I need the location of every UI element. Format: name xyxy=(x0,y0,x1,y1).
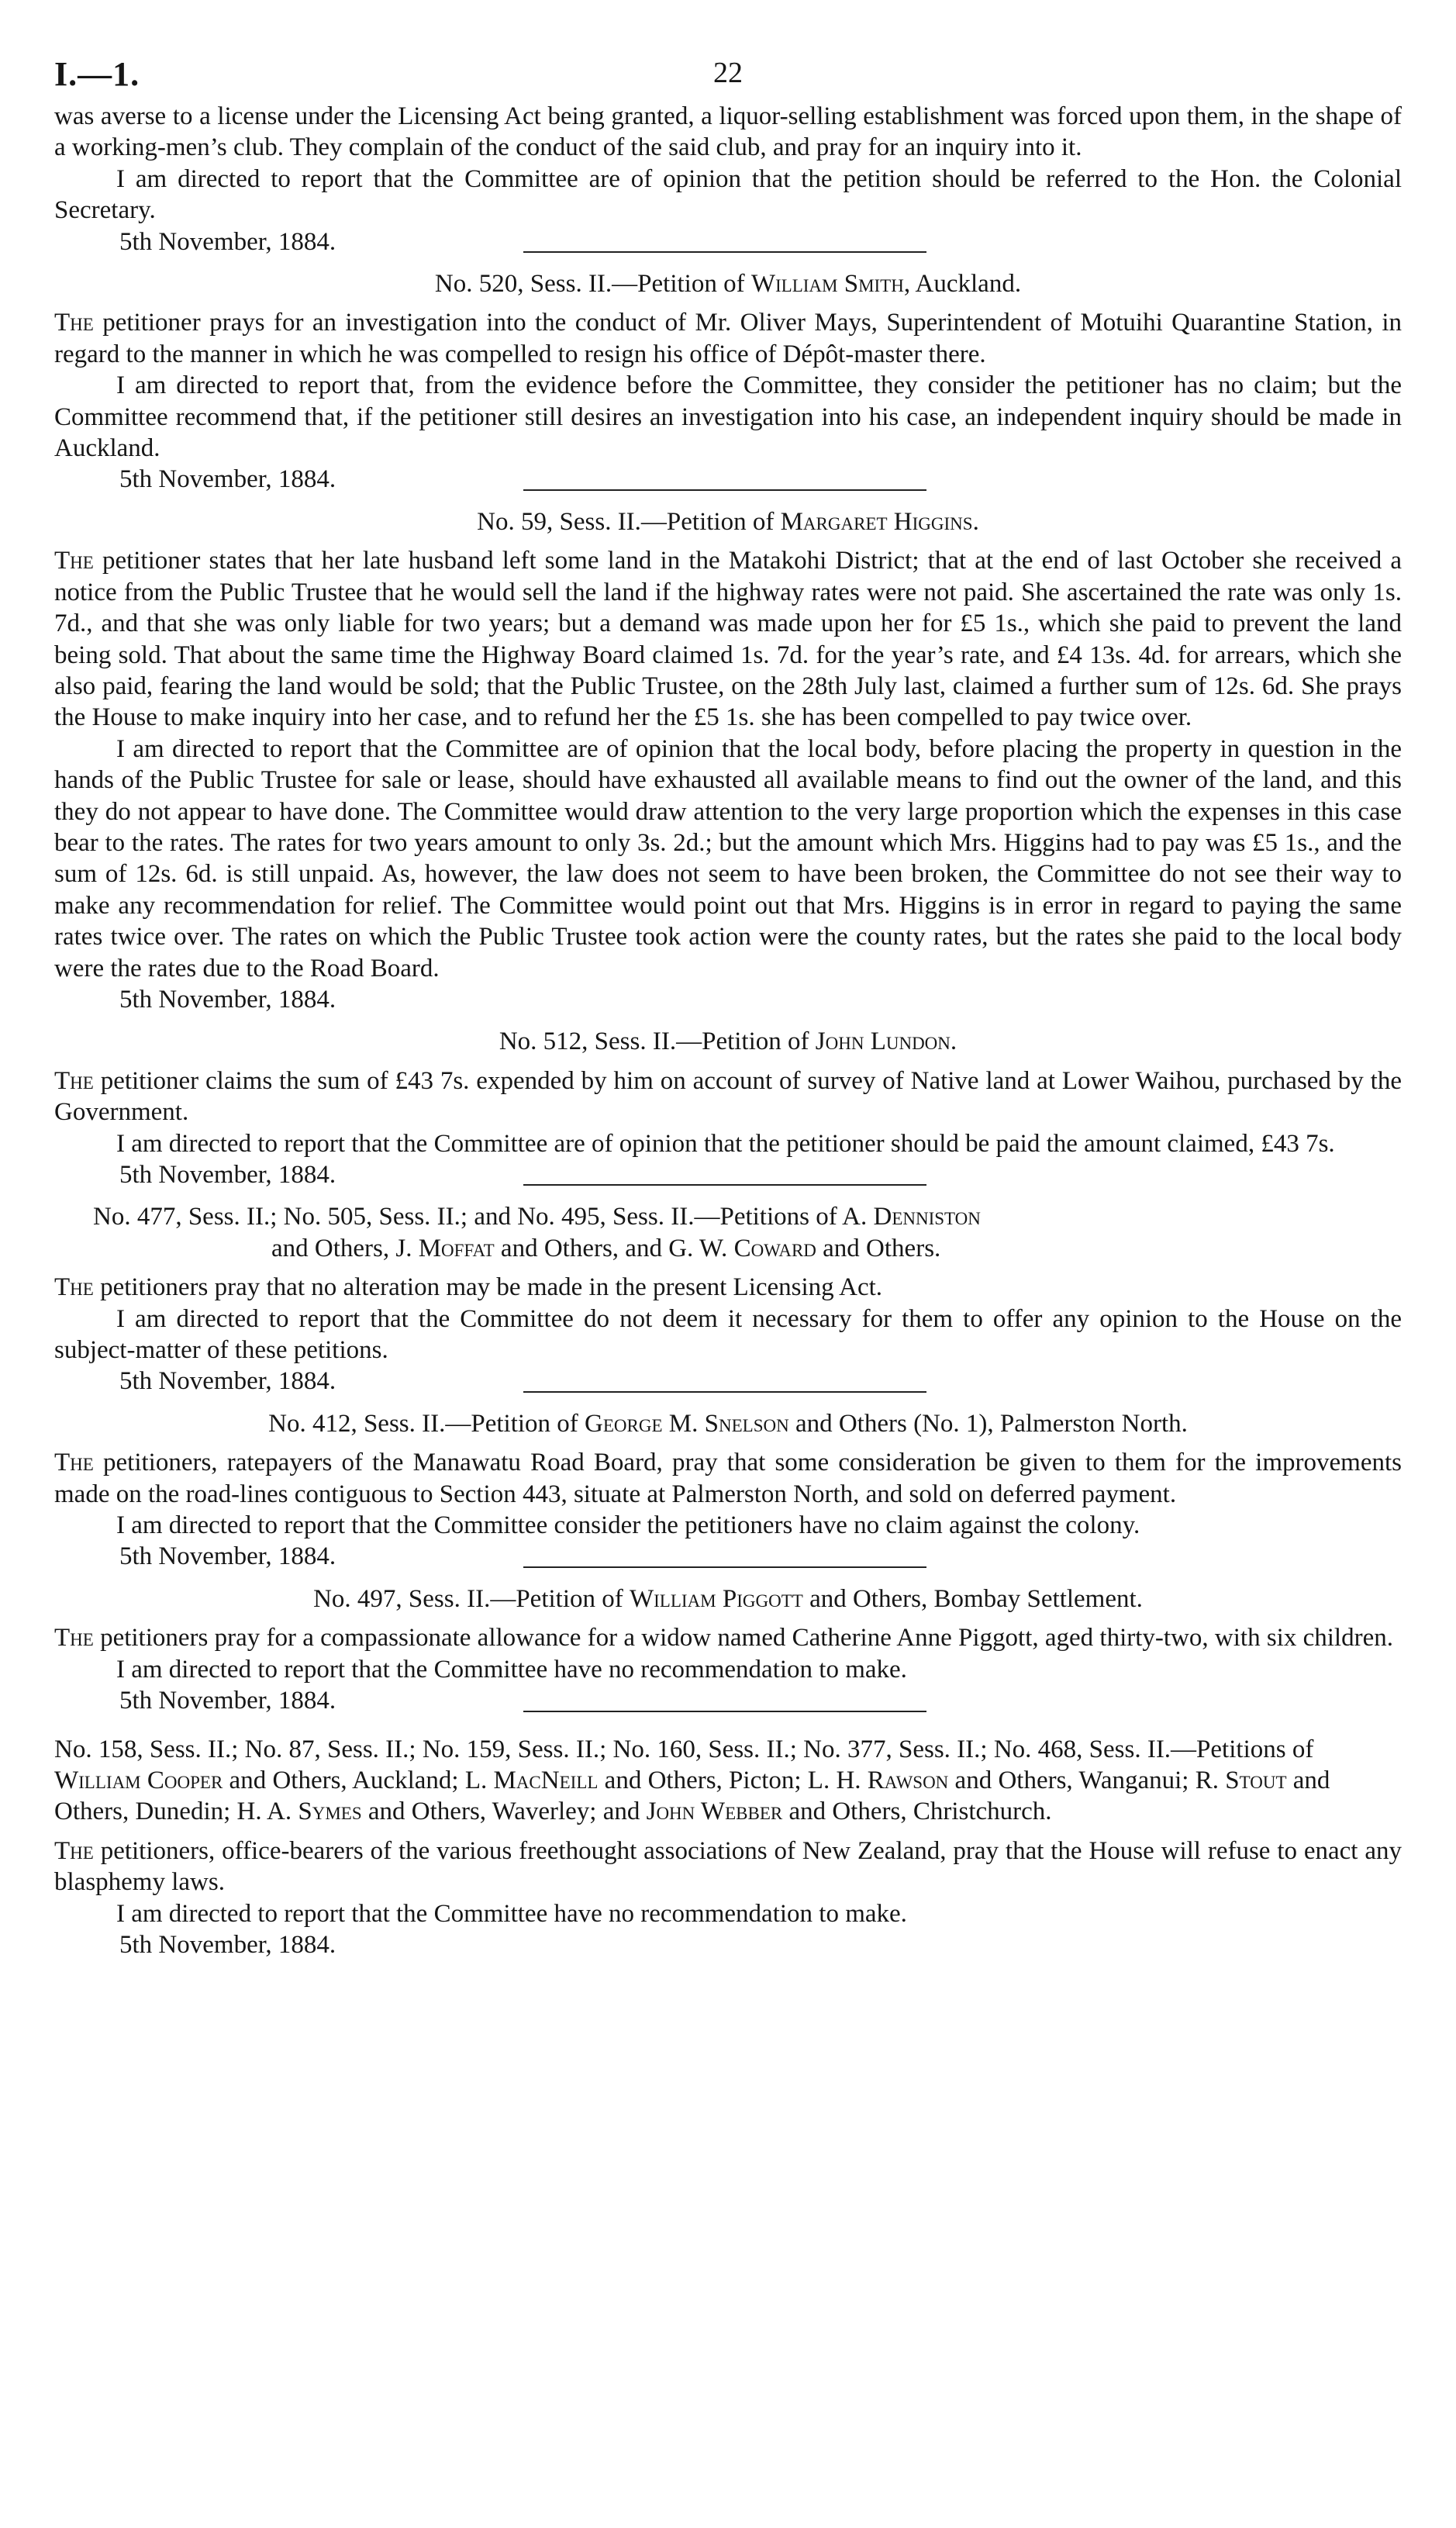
petition-412 xyxy=(54,1408,1402,1573)
petition-report: I am directed to report that the Committee are of opinion that the petitioner should be paid the amount claimed, £43 7s. xyxy=(116,1129,1335,1158)
section-divider xyxy=(523,1184,926,1186)
petition-heading: No. 412, Sess. II.—Petition of George M. Snelson and Others (No. 1), Palmerston North. xyxy=(268,1409,1188,1438)
petition-freethought xyxy=(54,1734,1402,1961)
document-page xyxy=(54,47,1402,2505)
section-divider xyxy=(523,489,926,491)
petition-report: I am directed to report that the Committee have no recommendation to make. xyxy=(116,1899,907,1928)
intro-continuation: was averse to a license under the Licensing Act being granted, a liquor-selling establishment was forced upon them, in the shape of a working-men’s club. They complain of the conduct of the said club, and pray for an inquiry into it. xyxy=(54,102,1402,162)
petition-date: 5th November, 1884. xyxy=(119,1930,336,1959)
intro-section xyxy=(54,101,1402,257)
petition-statement: The petitioner claims the sum of £43 7s. expended by him on account of survey of Native land at Lower Waihou, purchased by the Government. xyxy=(54,1066,1402,1127)
section-divider xyxy=(523,1391,926,1393)
page-header xyxy=(54,47,1402,101)
section-divider xyxy=(523,1711,926,1712)
page-number: 22 xyxy=(713,57,743,89)
petition-520 xyxy=(54,268,1402,496)
petition-statement: The petitioners pray for a compassionate allowance for a widow named Catherine Anne Piggott, aged thirty-two, with six children. xyxy=(54,1624,1393,1653)
petition-497 xyxy=(54,1583,1402,1717)
petition-statement: The petitioner prays for an investigation into the conduct of Mr. Oliver Mays, Superintendent of Motuihi Quarantine Station, in regard to the manner in which he was compelled to resign his office of Dépôt-master there. xyxy=(54,309,1402,368)
petition-report: I am directed to report that the Committee are of opinion that the local body, before placing the property in question in the hands of the Public Trustee for sale or lease, should have exhausted all available means to find out the owner of the land, and this they do not appear to have done. The Committee would draw attention to the very large proportion which the expenses in this case bear to the rates. The rates for two years amount to only 3s. 2d.; but the amount which Mrs. Higgins had to pay was £5 1s., and the sum of 12s. 6d. is still unpaid. As, however, the law does not seem to have been broken, the Committee do not see their way to make any recommendation for relief. The Committee would point out that Mrs. Higgins is in error in regard to paying the same rates twice over. The rates on which the Public Trustee took action were the county rates, but the rates she paid to the local body were the rates due to the Road Board. xyxy=(54,734,1402,983)
petition-date: 5th November, 1884. xyxy=(119,465,336,494)
document-body xyxy=(54,101,1402,1960)
petition-512 xyxy=(54,1026,1402,1190)
petition-report: I am directed to report that the Committee do not deem it necessary for them to offer any opinion to the House on the subject-matter of these petitions. xyxy=(54,1304,1402,1365)
petition-report: I am directed to report that, from the evidence before the Committee, they consider the petitioner has no claim; but the Committee recommend that, if the petitioner still desires an investigation into his case, an independent inquiry should be made in Auckland. xyxy=(54,371,1402,463)
petition-heading: No. 158, Sess. II.; No. 87, Sess. II.; No. 159, Sess. II.; No. 160, Sess. II.; No. 377, Sess. II.; No. 468, Sess. II.—Petitions of William Cooper and Others, Auckland; L. MacNeill and Others, Picton; L. H. Rawson and Others, Wanganui; R. Stout and Others, Dunedin; H. A. Symes and Others, Waverley; and John Webber and Others, Christchurch. xyxy=(54,1735,1330,1826)
petition-date: 5th November, 1884. xyxy=(119,1542,336,1571)
section-divider xyxy=(523,251,926,253)
petition-date: 5th November, 1884. xyxy=(119,985,336,1014)
petition-statement: The petitioners, ratepayers of the Manawatu Road Board, pray that some consideration be given to them for the improvements made on the road-lines contiguous to Section 443, situate at Palmerston North, and sold on deferred payment. xyxy=(54,1449,1402,1508)
petition-report: I am directed to report that the Committee consider the petitioners have no claim against the colony. xyxy=(116,1511,1140,1540)
petition-date: 5th November, 1884. xyxy=(119,1161,336,1189)
intro-report: I am directed to report that the Committee are of opinion that the petition should be referred to the Hon. the Colonial Secretary. xyxy=(54,164,1402,225)
document-reference: I.—1. xyxy=(54,55,140,93)
petition-date: 5th November, 1884. xyxy=(119,1687,336,1715)
petition-statement: The petitioners pray that no alteration may be made in the present Licensing Act. xyxy=(54,1273,883,1302)
section-divider xyxy=(523,1566,926,1568)
petition-heading: No. 477, Sess. II.; No. 505, Sess. II.; and No. 495, Sess. II.—Petitions of A. Denniston and Others, J. Moffat and Others, and G. W. Coward and Others. xyxy=(93,1203,981,1262)
petition-statement: The petitioner states that her late husband left some land in the Matakohi District; that at the end of last October she received a notice from the Public Trustee that he would sell the land if the highway rates were not paid. She ascertained the rate was only 1s. 7d., and that she was only liable for two years; but a demand was made upon her for £5 1s., which she paid to prevent the land being sold. That about the same time the Highway Board claimed 1s. 7d. for the year’s rate, and £4 13s. 4d. for arrears, which she also paid, fearing the land would be sold; that the Public Trustee, on the 28th July last, claimed a further sum of 12s. 6d. She prays the House to make inquiry into her case, and to refund her the £5 1s. she has been compelled to pay twice over. xyxy=(54,547,1402,732)
petition-heading: No. 59, Sess. II.—Petition of Margaret Higgins. xyxy=(477,507,979,536)
petition-licensing xyxy=(54,1201,1402,1397)
petition-statement: The petitioners, office-bearers of the various freethought associations of New Zealand, pray that the House will refuse to enact any blasphemy laws. xyxy=(54,1836,1402,1897)
intro-date: 5th November, 1884. xyxy=(119,227,336,256)
petition-heading: No. 497, Sess. II.—Petition of William Piggott and Others, Bombay Settlement. xyxy=(313,1584,1143,1613)
petition-heading: No. 520, Sess. II.—Petition of William Smith, Auckland. xyxy=(434,270,1022,299)
petition-59 xyxy=(54,506,1402,1016)
petition-report: I am directed to report that the Committee have no recommendation to make. xyxy=(116,1655,907,1684)
petition-date: 5th November, 1884. xyxy=(119,1367,336,1396)
petition-heading: No. 512, Sess. II.—Petition of John Lundon. xyxy=(499,1027,957,1056)
